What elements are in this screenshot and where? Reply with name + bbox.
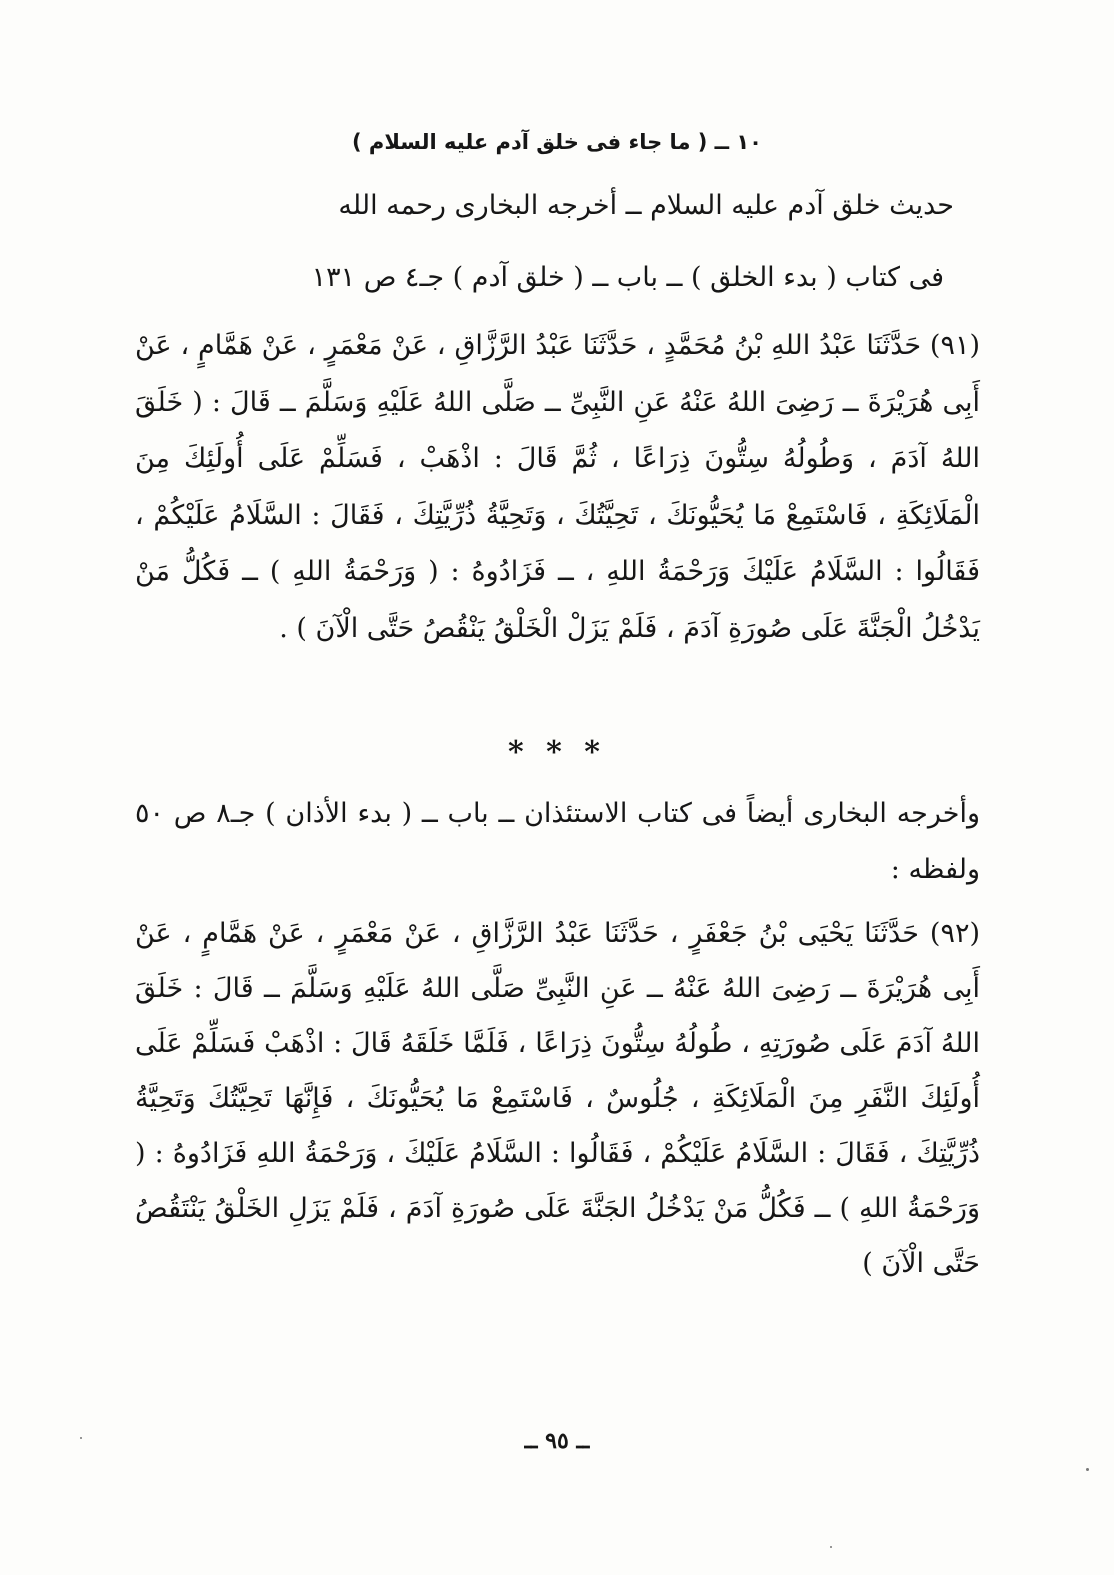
page-number: ــ ٩٥ ــ xyxy=(524,1428,590,1454)
section-separator: * * * xyxy=(508,735,606,770)
scan-speck xyxy=(830,1546,832,1548)
continuation-paragraph: وأخرجه البخارى أيضاً فى كتاب الاستئذان ــ باب ــ ( بدء الأذان ) جـ٨ ص ٥٠ ولفظه : xyxy=(135,798,980,885)
intro-line-2: فى كتاب ( بدء الخلق ) ــ باب ــ ( خلق آدم ) جـ٤ ص ١٣١ xyxy=(311,262,944,293)
hadith-92-paragraph: (٩٢) حَدَّثَنَا يَحْيَى بْنُ جَعْفَرٍ ، حَدَّثَنَا عَبْدُ الرَّزَّاقِ ، عَنْ مَعْمَرٍ ، عَنْ هَمَّامٍ ، عَنْ أَبِى هُرَيْرَةَ ــ رَضِىَ اللهُ عَنْهُ ــ عَنِ النَّبِىِّ صَلَّى اللهُ عَلَيْهِ وَسَلَّمَ ــ قَالَ : خَلَقَ اللهُ آدَمَ عَلَى صُورَتِهِ ، طُولُهُ سِتُّونَ ذِرَاعًا ، فَلَمَّا خَلَقَهُ قَالَ : اذْهَبْ فَسَلِّمْ عَلَى أُولَئِكَ النَّفَرِ مِنَ الْمَلَائِكَةِ ، جُلُوسٌ ، فَاسْتَمِعْ مَا يُحَيُّونَكَ ، فَإِنَّهَا تَحِيَّتُكَ وَتَحِيَّةُ ذُرِّيَّتِكَ ، فَقَالَ : السَّلَامُ عَلَيْكُمْ ، فَقَالُوا : السَّلَامُ عَلَيْكَ ، وَرَحْمَةُ اللهِ فَزَادُوهُ : ( وَرَحْمَةُ اللهِ ) ــ فَكُلُّ مَنْ يَدْخُلُ الجَنَّةَ عَلَى صُورَةِ آدَمَ ، فَلَمْ يَزَلِ الخَلْقُ يَنْتَقُصُ حَتَّى الْآنَ ) xyxy=(135,918,980,1279)
scan-speck xyxy=(1086,1468,1089,1471)
intro-line-1: حديث خلق آدم عليه السلام ــ أخرجه البخارى رحمه الله xyxy=(338,190,954,221)
hadith-91-paragraph: (٩١) حَدَّثَنَا عَبْدُ اللهِ بْنُ مُحَمَّدٍ ، حَدَّثَنَا عَبْدُ الرَّزَّاقِ ، عَنْ مَعْمَرٍ ، عَنْ هَمَّامٍ ، عَنْ أَبِى هُرَيْرَةَ ــ رَضِىَ اللهُ عَنْهُ عَنِ النَّبِىِّ ــ صَلَّى اللهُ عَلَيْهِ وَسَلَّمَ ــ قَالَ : ( خَلَقَ اللهُ آدَمَ ، وَطُولُهُ سِتُّونَ ذِرَاعًا ، ثُمَّ قَالَ : اذْهَبْ ، فَسَلِّمْ عَلَى أُولَئِكَ مِنَ الْمَلَائِكَةِ ، فَاسْتَمِعْ مَا يُحَيُّونَكَ ، تَحِيَّتُكَ ، وَتَحِيَّةُ ذُرِّيَّتِكَ ، فَقَالَ : السَّلَامُ عَلَيْكُمْ ، فَقَالُوا : السَّلَامُ عَلَيْكَ وَرَحْمَةُ اللهِ ، ــ فَزَادُوهُ : ( وَرَحْمَةُ اللهِ ) ــ فَكُلُّ مَنْ يَدْخُلُ الْجَنَّةَ عَلَى صُورَةِ آدَمَ ، فَلَمْ يَزَلْ الْخَلْقُ يَنْقُصُ حَتَّى الْآنَ ) . xyxy=(135,330,980,644)
section-heading: ١٠ ــ ( ما جاء فى خلق آدم عليه السلام ) xyxy=(352,130,762,154)
